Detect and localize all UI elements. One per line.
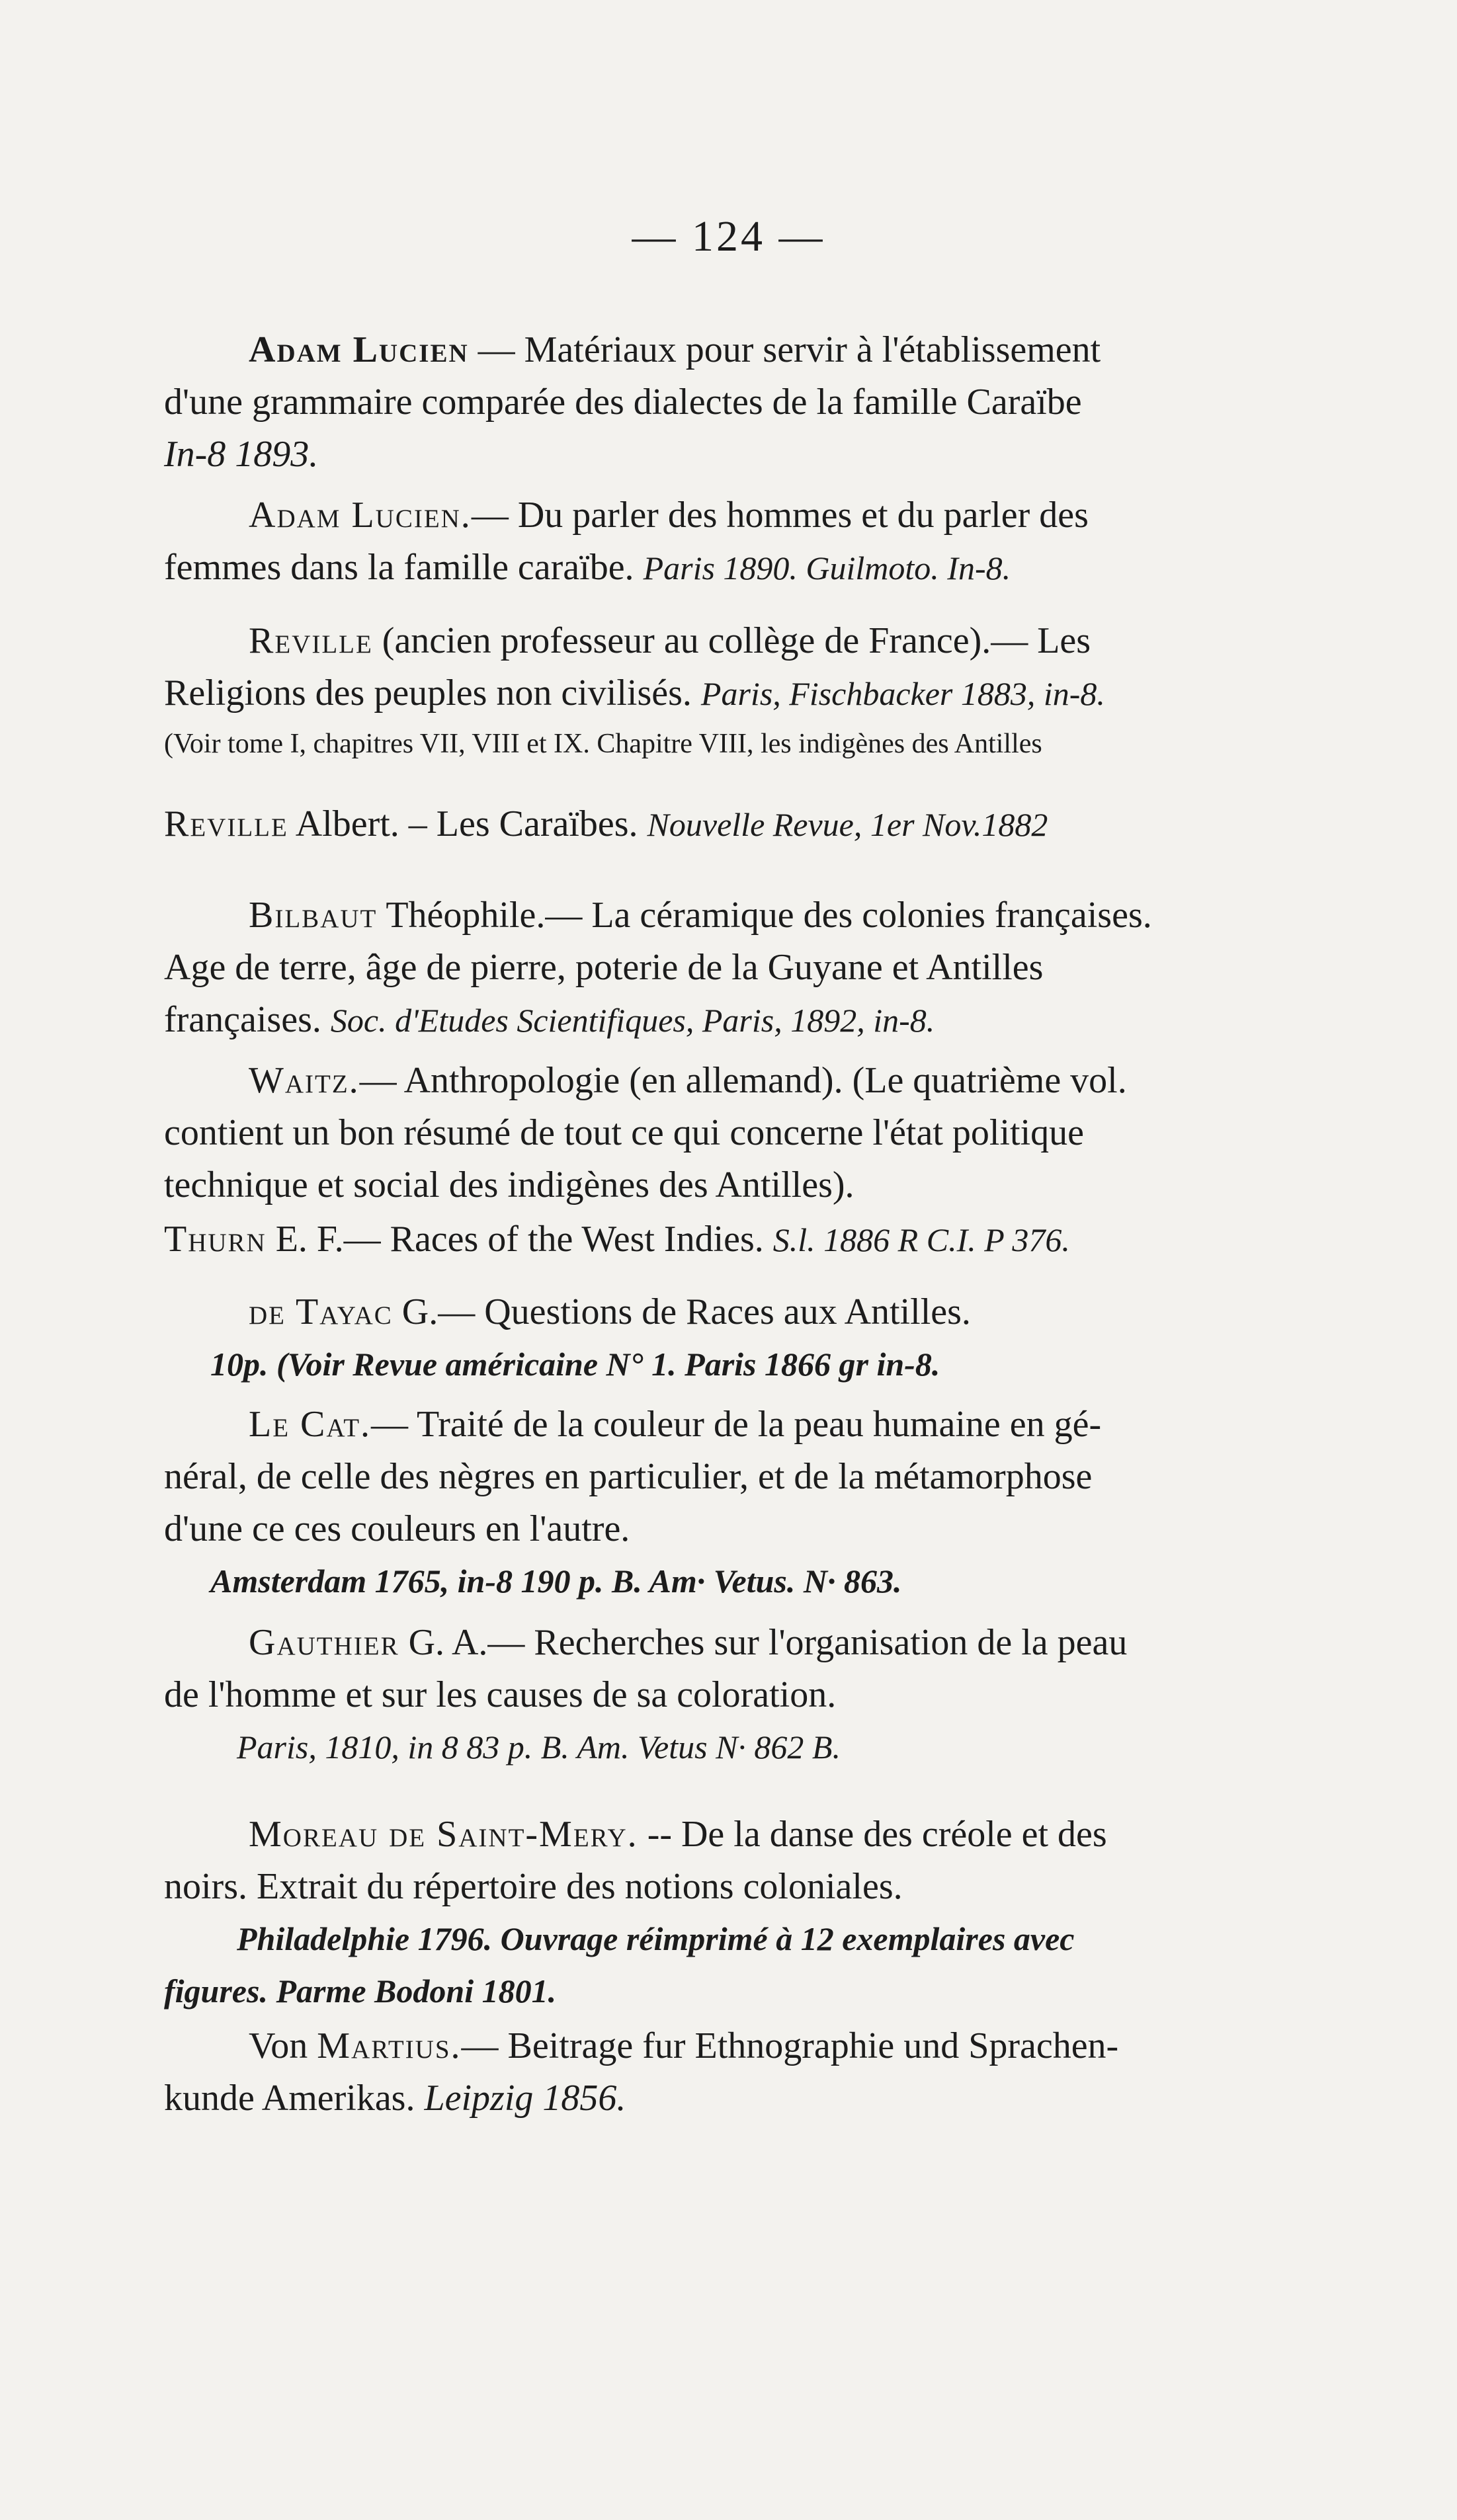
entry-line (164, 542, 1315, 594)
entry-line (164, 667, 1315, 720)
entry-line (164, 1617, 1315, 1669)
bibliography-entry (164, 324, 1315, 481)
bibliography-entry (164, 2020, 1315, 2125)
entry-line (164, 1213, 1315, 1266)
entry-line: noirs. Extrait du répertoire des notions coloniales. (164, 1866, 903, 1907)
entry-note: (Voir tome I, chapitres VII, VIII et IX. Chapitre VIII, les indigènes des Antilles (164, 729, 1042, 759)
entry-publication: Paris, Fischbacker 1883, in-8. (700, 675, 1105, 712)
entry-publication: Soc. d'Etudes Scientifiques, Paris, 1892, in-8. (330, 1002, 935, 1039)
entry-author: Le Cat. (249, 1404, 372, 1445)
entry-line (164, 2072, 1315, 2125)
entry-text: kunde Amerikas. (164, 2078, 425, 2119)
entry-line: technique et social des indigènes des Antilles). (164, 1164, 854, 1205)
entry-text: -- De la danse des créole et des (638, 1814, 1107, 1855)
entry-publication: Paris 1890. Guilmoto. In-8. (643, 549, 1011, 587)
entry-publication: figures. Parme Bodoni 1801. (164, 1972, 557, 2010)
entry-line (164, 2020, 1315, 2072)
entry-text: — Matériaux pour servir à l'établissement (468, 329, 1101, 370)
entry-publication: In-8 1893. (164, 434, 319, 475)
entry-line (164, 1809, 1315, 1861)
entry-line: néral, de celle des nègres en particulier, et de la métamorphose (164, 1456, 1093, 1497)
bibliography-entry (164, 615, 1315, 768)
entry-publication: Leipzig 1856. (424, 2078, 626, 2119)
bibliography-entry (164, 1399, 1315, 1607)
entry-publication: Nouvelle Revue, 1er Nov.1882 (647, 806, 1048, 843)
entry-line: d'une ce ces couleurs en l'autre. (164, 1508, 630, 1549)
bibliography-entry (164, 1055, 1315, 1211)
entry-text: — Anthropologie (en allemand). (Le quatrième vol. (359, 1060, 1127, 1101)
entry-line (164, 324, 1315, 376)
entry-publication: 10p. (Voir Revue américaine N° 1. Paris 1866 gr in-8. (210, 1346, 940, 1383)
page-number: — 124 — (632, 212, 825, 261)
entry-author-prefix: Von (249, 2025, 317, 2066)
entry-text: E. F.— Races of the West Indies. (266, 1219, 773, 1260)
entry-text: G. A.— Recherches sur l'organisation de la peau (399, 1622, 1128, 1663)
entry-text: Religions des peuples non civilisés. (164, 672, 701, 713)
entry-publication: Philadelphie 1796. Ouvrage réimprimé à 12 exemplaires avec (237, 1920, 1075, 1957)
entry-line: contient un bon résumé de tout ce qui concerne l'état politique (164, 1112, 1084, 1153)
bibliography-entry (164, 1213, 1315, 1266)
entry-line (164, 489, 1315, 542)
entry-author: Adam Lucien. (249, 495, 472, 536)
entry-author: Adam Lucien (249, 329, 469, 370)
entry-text: — Traité de la couleur de la peau humaine en gé- (371, 1404, 1102, 1445)
entry-line (164, 994, 1315, 1047)
entry-line (164, 798, 1315, 851)
entry-author: Moreau de Saint-Mery. (249, 1814, 638, 1855)
entry-text: — Du parler des hommes et du parler des (471, 495, 1089, 536)
entry-publication: Paris, 1810, in 8 83 p. B. Am. Vetus N· 862 B. (237, 1728, 841, 1766)
bibliography-entry (164, 798, 1315, 851)
entry-text: G.— Questions de Races aux Antilles. (392, 1291, 971, 1332)
entry-line (164, 889, 1315, 942)
entry-text: femmes dans la famille caraïbe. (164, 547, 644, 588)
entry-line (164, 1055, 1315, 1107)
entry-line (164, 1399, 1315, 1451)
bibliography-entry (164, 1286, 1315, 1391)
entry-author: Gauthier (249, 1622, 399, 1663)
entry-text: (ancien professeur au collège de France).— Les (372, 620, 1091, 661)
entry-author: Thurn (164, 1219, 267, 1260)
entry-text: — Beitrage fur Ethnographie und Sprachen- (461, 2025, 1119, 2066)
bibliography-entry (164, 489, 1315, 594)
entry-author: Reville (249, 620, 373, 661)
entry-line (164, 1286, 1315, 1338)
entry-author: Waitz. (249, 1060, 360, 1101)
entry-text: françaises. (164, 999, 331, 1040)
entry-line: de l'homme et sur les causes de sa coloration. (164, 1674, 837, 1715)
entry-text: Albert. – Les Caraïbes. (288, 803, 647, 844)
entry-line: Age de terre, âge de pierre, poterie de la Guyane et Antilles (164, 947, 1044, 988)
entry-text: Théophile.— La céramique des colonies françaises. (377, 895, 1152, 936)
entry-author: Martius. (317, 2025, 462, 2066)
entry-line: d'une grammaire comparée des dialectes de la famille Caraïbe (164, 382, 1082, 423)
entry-publication: Amsterdam 1765, in-8 190 p. B. Am· Vetus. N· 863. (210, 1563, 902, 1600)
bibliography-entry (164, 1809, 1315, 2017)
entry-author: Reville (164, 803, 288, 844)
bibliography-entry (164, 889, 1315, 1047)
entry-author: Bilbaut (249, 895, 378, 936)
entry-publication: S.l. 1886 R C.I. P 376. (772, 1221, 1070, 1258)
bibliography-entry (164, 1617, 1315, 1773)
entry-author: de Tayac (249, 1291, 393, 1332)
entry-line (164, 615, 1315, 667)
